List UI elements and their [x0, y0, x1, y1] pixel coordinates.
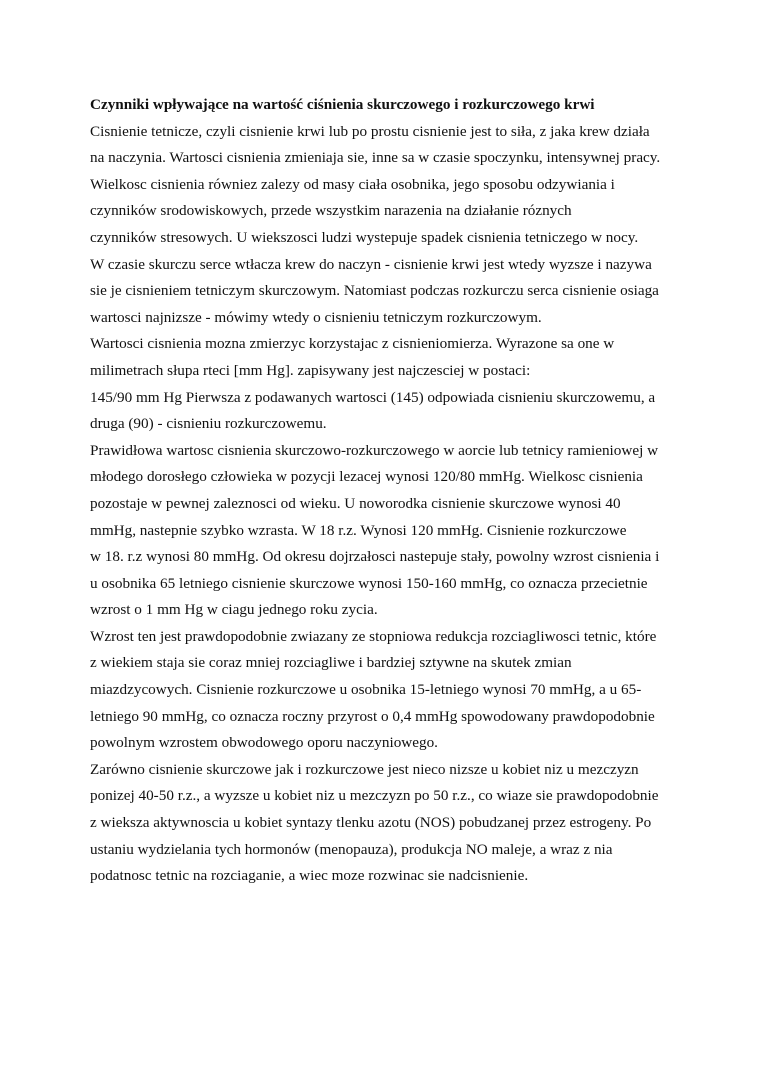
- text-line: pozostaje w pewnej zaleznosci od wieku. U noworodka cisnienie skurczowe wynosi 40: [90, 494, 621, 512]
- text-line: sie je cisnieniem tetniczym skurczowym. Natomiast podczas rozkurczu serca cisnienie osiaga: [90, 282, 659, 300]
- text-line: Cisnienie tetnicze, czyli cisnienie krwi lub po prostu cisnienie jest to siła, z jaka krew działa: [90, 122, 650, 140]
- text-line: ponizej 40-50 r.z., a wyzsze u kobiet niz u mezczyzn po 50 r.z., co wiaze sie prawdopodobnie: [90, 787, 659, 805]
- text-line: w 18. r.z wynosi 80 mmHg. Od okresu dojrzałosci nastepuje stały, powolny wzrost cisnienia i: [90, 548, 660, 566]
- text-line: ustaniu wydzielania tych hormonów (menopauza), produkcja NO maleje, a wraz z nia: [90, 840, 613, 858]
- text-line: 145/90 mm Hg Pierwsza z podawanych wartosci (145) odpowiada cisnieniu skurczowemu, a: [90, 388, 656, 406]
- text-line: Prawidłowa wartosc cisnienia skurczowo-rozkurczowego w aorcie lub tetnicy ramieniowej w: [90, 441, 659, 459]
- text-line: u osobnika 65 letniego cisnienie skurczowe wynosi 150-160 mmHg, co oznacza przecietnie: [90, 574, 648, 592]
- text-line: z wieksza aktywnoscia u kobiet syntazy tlenku azotu (NOS) pobudzanej przez estrogeny. Po: [90, 814, 652, 832]
- text-line: wartosci najnizsze - mówimy wtedy o cisnieniu tetniczym rozkurczowym.: [90, 308, 542, 326]
- document-title: Czynniki wpływające na wartość ciśnienia skurczowego i rozkurczowego krwi: [90, 96, 595, 113]
- text-line: z wiekiem staja sie coraz mniej rozciagliwe i bardziej sztywne na skutek zmian: [90, 654, 572, 672]
- text-line: milimetrach słupa rteci [mm Hg]. zapisywany jest najczesciej w postaci:: [90, 361, 531, 379]
- text-line: druga (90) - cisnieniu rozkurczowemu.: [90, 415, 327, 433]
- text-line: na naczynia. Wartosci cisnienia zmieniaja sie, inne sa w czasie spoczynku, intensywnej pracy.: [90, 149, 661, 167]
- text-line: mmHg, nastepnie szybko wzrasta. W 18 r.z. Wynosi 120 mmHg. Cisnienie rozkurczowe: [90, 521, 627, 539]
- text-line: W czasie skurczu serce wtłacza krew do naczyn - cisnienie krwi jest wtedy wyzsze i nazywa: [90, 255, 652, 273]
- text-line: Zarówno cisnienie skurczowe jak i rozkurczowe jest nieco nizsze u kobiet niz u mezczyzn: [90, 760, 639, 778]
- text-line: powolnym wzrostem obwodowego oporu naczyniowego.: [90, 734, 438, 752]
- document-body: [90, 92, 680, 890]
- text-line: Wzrost ten jest prawdopodobnie zwiazany ze stopniowa redukcja rozciagliwosci tetnic, które: [90, 627, 657, 645]
- text-line: wzrost o 1 mm Hg w ciagu jednego roku zycia.: [90, 601, 378, 619]
- text-line: podatnosc tetnic na rozciaganie, a wiec moze rozwinac sie nadcisnienie.: [90, 867, 529, 885]
- text-line: miazdzycowych. Cisnienie rozkurczowe u osobnika 15-letniego wynosi 70 mmHg, a u 65-: [90, 681, 642, 699]
- text-line: czynników stresowych. U wiekszosci ludzi wystepuje spadek cisnienia tetniczego w nocy.: [90, 228, 639, 246]
- text-line: letniego 90 mmHg, co oznacza roczny przyrost o 0,4 mmHg spowodowany prawdopodobnie: [90, 707, 655, 725]
- text-line: Wartosci cisnienia mozna zmierzyc korzystajac z cisnieniomierza. Wyrazone sa one w: [90, 335, 615, 353]
- text-line: młodego dorosłego człowieka w pozycji lezacej wynosi 120/80 mmHg. Wielkosc cisnienia: [90, 468, 643, 486]
- text-line: czynników srodowiskowych, przede wszystkim narazenia na działanie róznych: [90, 202, 572, 220]
- text-line: Wielkosc cisnienia równiez zalezy od masy ciała osobnika, jego sposobu odzywiania i: [90, 175, 615, 193]
